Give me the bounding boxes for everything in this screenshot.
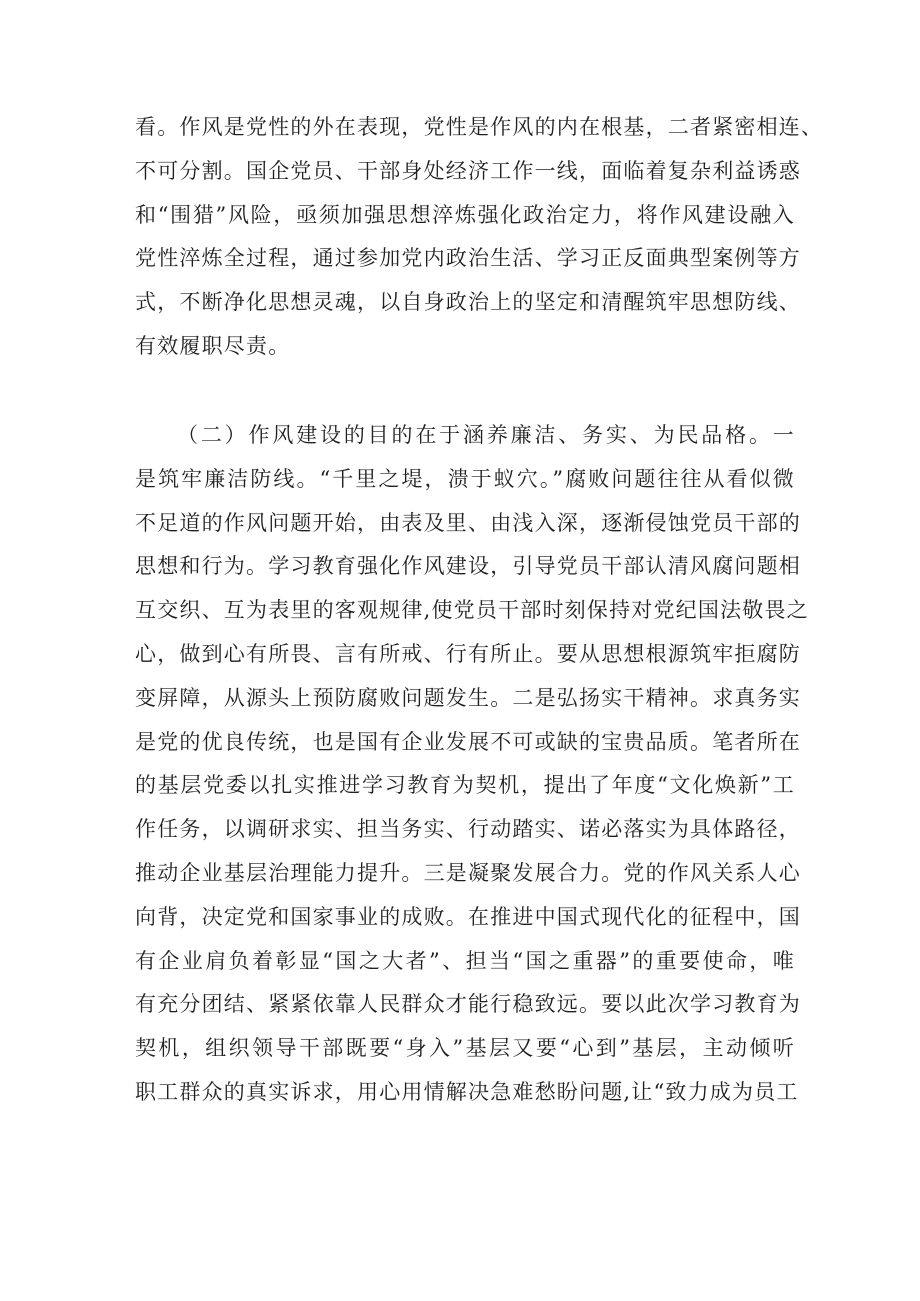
paragraph-2-line: 是筑牢廉洁防线。“千里之堤，溃于蚁穴。”腐败问题往往从看似微 bbox=[135, 466, 795, 491]
paragraph-1-line: 不可分割。国企党员、干部身处经济工作一线，面临着复杂利益诱惑 bbox=[135, 158, 801, 183]
paragraph-2-line: 有充分团结、紧紧依靠人民群众才能行稳致远。要以此次学习教育为 bbox=[135, 992, 801, 1017]
paragraph-1-line: 式，不断净化思想灵魂，以自身政治上的坚定和清醒筑牢思想防线、 bbox=[135, 290, 801, 315]
paragraph-1-line: 党性淬炼全过程，通过参加党内政治生活、学习正反面典型案例等方 bbox=[135, 246, 801, 271]
paragraph-2-line: 是党的优良传统，也是国有企业发展不可或缺的宝贵品质。笔者所在 bbox=[135, 729, 801, 754]
paragraph-2-line: 推动企业基层治理能力提升。三是凝聚发展合力。党的作风关系人心 bbox=[135, 860, 801, 885]
paragraph-2-line: 思想和行为。学习教育强化作风建设，引导党员干部认清风腐问题相 bbox=[135, 554, 801, 579]
paragraph-2-line: 契机，组织领导干部既要“身入”基层又要“心到”基层，主动倾听 bbox=[135, 1036, 795, 1061]
paragraph-2 bbox=[135, 414, 809, 1115]
paragraph-1-line: 和“围猎”风险，亟须加强思想淬炼强化政治定力，将作风建设融入 bbox=[135, 202, 795, 227]
paragraph-2-line: 心，做到心有所畏、言有所戒、行有所止。要从思想根源筑牢拒腐防 bbox=[135, 641, 801, 666]
paragraph-2-line: 向背，决定党和国家事业的成败。在推进中国式现代化的征程中，国 bbox=[135, 904, 801, 929]
paragraph-1-line: 看。作风是党性的外在表现，党性是作风的内在根基，二者紧密相连、 bbox=[135, 115, 824, 139]
paragraph-1-line: 有效履职尽责。 bbox=[135, 333, 291, 358]
paragraph-2-line: 互交织、互为表里的客观规律,使党员干部时刻保持对党纪国法敬畏之 bbox=[135, 598, 809, 623]
paragraph-2-line: 不足道的作风问题开始，由表及里、由浅入深，逐渐侵蚀党员干部的 bbox=[135, 510, 801, 535]
paragraph-2-first-line: （二）作风建设的目的在于涵养廉洁、务实、为民品格。一 bbox=[177, 423, 795, 447]
paragraph-2-line: 有企业肩负着彰显“国之大者”、担当“国之重器”的重要使命，唯 bbox=[135, 948, 795, 973]
paragraph-2-line: 变屏障，从源头上预防腐败问题发生。二是弘扬实干精神。求真务实 bbox=[135, 685, 801, 710]
paragraph-2-line: 职工群众的真实诉求，用心用情解决急难愁盼问题,让“致力成为员工 bbox=[135, 1079, 799, 1104]
paragraph-1 bbox=[135, 106, 824, 369]
paragraph-2-line: 作任务，以调研求实、担当务实、行动踏实、诺必落实为具体路径， bbox=[135, 817, 801, 842]
paragraph-2-line: 的基层党委以扎实推进学习教育为契机，提出了年度“文化焕新”工 bbox=[135, 773, 795, 798]
